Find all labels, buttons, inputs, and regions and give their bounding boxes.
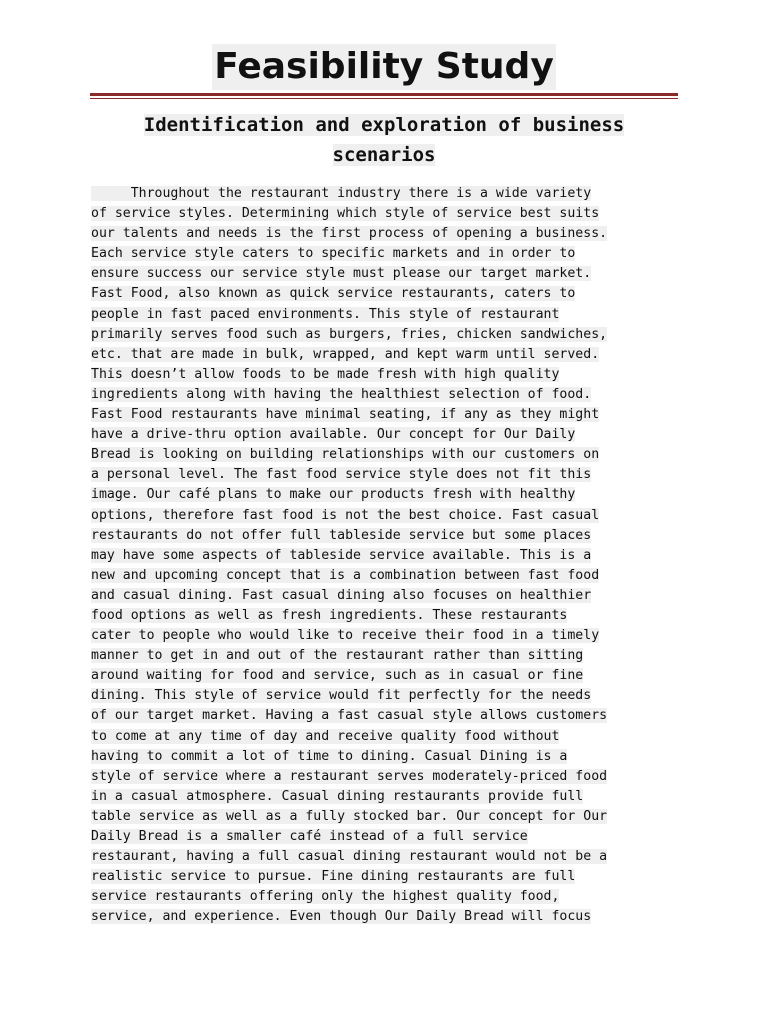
body-line-text: Throughout the restaurant industry there is a wide variety	[91, 186, 592, 201]
body-line	[91, 887, 691, 907]
body-line	[91, 666, 691, 686]
body-line-text: Fast Food restaurants have minimal seating, if any as they might	[91, 407, 600, 423]
body-line	[91, 827, 691, 847]
body-paragraph	[91, 184, 691, 927]
body-line	[91, 425, 691, 445]
body-line-text: Bread is looking on building relationships with our customers on	[91, 447, 600, 463]
body-line-text: may have some aspects of tableside service available. This is a	[91, 547, 592, 563]
body-line-text: restaurants do not offer full tableside service but some places	[91, 527, 592, 543]
body-line	[91, 305, 691, 325]
body-line	[91, 405, 691, 425]
body-line-text: in a casual atmosphere. Casual dining restaurants provide full	[91, 788, 584, 804]
body-line-text: restaurant, having a full casual dining restaurant would not be a	[91, 849, 608, 865]
body-line-text: This doesn’t allow foods to be made fresh with high quality	[91, 366, 560, 382]
body-line-text: ingredients along with having the healthiest selection of food.	[91, 386, 592, 402]
body-line	[91, 284, 691, 304]
body-line-text: options, therefore fast food is not the best choice. Fast casual	[91, 507, 600, 523]
body-line	[91, 646, 691, 666]
body-line-text: service restaurants offering only the highest quality food,	[91, 889, 560, 905]
body-line-text: table service as well as a fully stocked bar. Our concept for Our	[91, 808, 608, 824]
body-line-text: a personal level. The fast food service style does not fit this	[91, 467, 592, 483]
title-divider-thin	[90, 98, 678, 99]
body-line-text: image. Our café plans to make our products fresh with healthy	[91, 487, 576, 503]
title-container	[0, 44, 768, 90]
body-line	[91, 244, 691, 264]
section-heading-line-1: Identification and exploration of business	[143, 114, 625, 136]
body-line	[91, 204, 691, 224]
body-line-text: have a drive-thru option available. Our concept for Our Daily	[91, 427, 576, 443]
body-line-text: people in fast paced environments. This style of restaurant	[91, 306, 560, 322]
body-line	[91, 345, 691, 365]
body-line	[91, 606, 691, 626]
body-line-text: Fast Food, also known as quick service restaurants, caters to	[91, 286, 576, 302]
body-line	[91, 586, 691, 606]
body-line	[91, 465, 691, 485]
body-line	[91, 325, 691, 345]
body-line	[91, 566, 691, 586]
body-line-text: Daily Bread is a smaller café instead of a full service	[91, 829, 528, 844]
body-line-text: etc. that are made in bulk, wrapped, and kept warm until served.	[91, 346, 600, 362]
body-line	[91, 787, 691, 807]
body-line	[91, 485, 691, 505]
body-line	[91, 445, 691, 465]
body-line	[91, 506, 691, 526]
body-line	[91, 264, 691, 284]
body-line-text: dining. This style of service would fit perfectly for the needs	[91, 688, 592, 704]
body-line	[91, 224, 691, 244]
body-line-text: style of service where a restaurant serves moderately-priced food	[91, 768, 608, 784]
section-heading	[90, 110, 678, 170]
body-line-text: service, and experience. Even though Our Daily Bread will focus	[91, 909, 592, 925]
body-line	[91, 727, 691, 747]
body-line-text: cater to people who would like to receive their food in a timely	[91, 628, 600, 644]
body-line-text: to come at any time of day and receive quality food without	[91, 728, 560, 744]
body-line-text: and casual dining. Fast casual dining also focuses on healthier	[91, 587, 592, 603]
body-line-text: of service styles. Determining which style of service best suits	[91, 206, 600, 222]
body-line-text: Each service style caters to specific markets and in order to	[91, 246, 576, 262]
body-line-text: of our target market. Having a fast casual style allows customers	[91, 708, 608, 724]
body-line-text: primarily serves food such as burgers, fries, chicken sandwiches,	[91, 326, 608, 342]
body-line	[91, 365, 691, 385]
document-title: Feasibility Study	[212, 44, 556, 90]
body-line	[91, 184, 691, 204]
body-line-text: realistic service to pursue. Fine dining restaurants are full	[91, 869, 576, 885]
body-line	[91, 867, 691, 887]
body-line-text: food options as well as fresh ingredients. These restaurants	[91, 607, 568, 623]
body-line	[91, 526, 691, 546]
body-line	[91, 546, 691, 566]
body-line	[91, 706, 691, 726]
body-line-text: having to commit a lot of time to dining. Casual Dining is a	[91, 748, 568, 764]
body-line	[91, 847, 691, 867]
body-line-text: around waiting for food and service, such as in casual or fine	[91, 668, 584, 684]
body-line-text: our talents and needs is the first process of opening a business.	[91, 226, 608, 242]
title-divider-thick	[90, 93, 678, 96]
body-line-text: manner to get in and out of the restaurant rather than sitting	[91, 648, 584, 664]
body-line	[91, 807, 691, 827]
body-line	[91, 767, 691, 787]
body-line	[91, 907, 691, 927]
body-line	[91, 747, 691, 767]
body-line	[91, 686, 691, 706]
section-heading-line-2: scenarios	[332, 144, 436, 166]
body-line	[91, 626, 691, 646]
body-line-text: new and upcoming concept that is a combination between fast food	[91, 567, 600, 583]
body-line	[91, 385, 691, 405]
body-line-text: ensure success our service style must please our target market.	[91, 266, 592, 282]
